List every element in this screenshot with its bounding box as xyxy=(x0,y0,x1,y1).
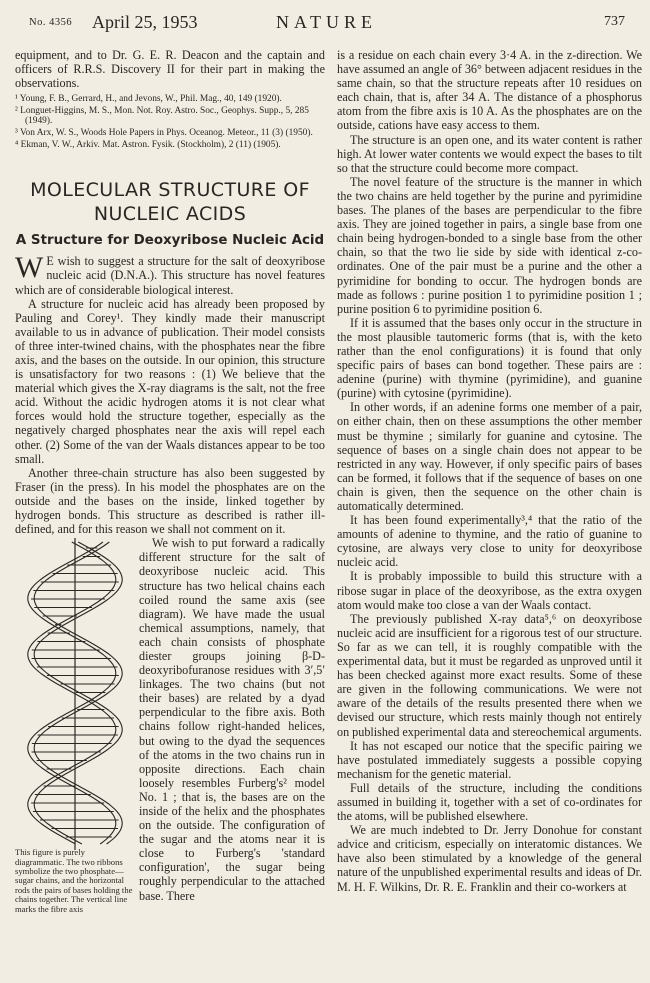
drop-cap: W xyxy=(15,251,44,285)
body-paragraph: In other words, if an adenine forms one member of a pair, on either chain, then on these assumptions the other member must be thymine ; similarly for guanine and cytosine. The sequence of bases on a single chain does not appear to be restricted in any way. However, if only specific pairs of bases can be formed, it follows that if the sequence of bases on one chain is given, then the sequence on the other chain is automatically determined. xyxy=(337,400,642,513)
body-paragraph: Full details of the structure, including the conditions assumed in building it, together with a set of co-ordinates for the atoms, will be published elsewhere. xyxy=(337,780,642,824)
article-subtitle: A Structure for Deoxyribose Nucleic Acid xyxy=(15,233,325,249)
intro-paragraph xyxy=(15,251,325,297)
phosphate-sugar-ribbon-2-edge-a xyxy=(28,542,116,844)
double-helix-diagram xyxy=(15,538,133,850)
body-paragraph: Another three-chain structure has also been suggested by Fraser (in the press). In his model the phosphates are on the outside and the bases on the inside, linked together by hydrogen bonds. This structure as described is rather ill-defined, and for this reason we shall not comment on it. xyxy=(15,465,325,537)
body-paragraph: The structure is an open one, and its water content is rather high. At lower water contents we would expect the bases to tilt so that the structure could become more compact. xyxy=(337,132,642,175)
right-column xyxy=(337,48,642,894)
phosphate-sugar-ribbon-2-edge-b xyxy=(34,542,122,844)
reference-item: ² Longuet-Higgins, M. S., Mon. Not. Roy. Astro. Soc., Geophys. Supp., 5, 285 (1949). xyxy=(15,105,309,127)
reference-item: ³ Von Arx, W. S., Woods Hole Papers in Phys. Oceanog. Meteor., 11 (3) (1950). xyxy=(15,128,313,139)
journal-name: NATURE xyxy=(276,12,377,32)
preceding-references xyxy=(15,94,325,150)
body-paragraph: The previously published X-ray data⁵,⁶ on deoxyribose nucleic acid are insufficient for a rigorous test of our structure. So far as we can tell, it is roughly compatible with the experimental data, but it must be regarded as unproved until it has been checked against more exact results. Some of these are given in the following communications. We were not aware of the details of the results presented there when we devised our structure, which rests mainly though not entirely on published experimental data and stereochemical arguments. xyxy=(337,611,642,739)
body-paragraph: A structure for nucleic acid has already been proposed by Pauling and Corey¹. They kindly made their manuscript available to us in advance of publication. Their model consists of three inter-twined chains, with the phosphates near the fibre axis, and the bases on the outside. In our opinion, this structure is unsatisfactory for two reasons : (1) We believe that the material which gives the X-ray diagrams is the salt, not the free acid. Without the acidic hydrogen atoms it is not clear what forces would hold the structure together, especially as the negatively charged phosphates near the axis will repel each other. (2) Some of the van der Waals distances appear to be too small. xyxy=(15,296,325,466)
reference-item: ¹ Young, F. B., Gerrard, H., and Jevons, W., Phil. Mag., 40, 149 (1920). xyxy=(15,94,282,105)
page-header xyxy=(0,12,650,38)
body-paragraph: is a residue on each chain every 3·4 A. in the z-direction. We have assumed an angle of 36° between adjacent residues in the same chain, so that the structure repeats after 10 residues on each chain, that is, after 34 A. The distance of a phosphorus atom from the fibre axis is 10 A. As the phosphates are on the outside, cations have easy access to them. xyxy=(337,48,642,133)
double-helix-figure xyxy=(15,538,133,920)
body-paragraph: If it is assumed that the bases only occur in the structure in the most plausible tautomeric forms (that is, with the keto rather than the enol configurations) it is found that only specific pairs of bases can bond together. These pairs are : adenine (purine) with thymine (pyrimidine), and guanine (purine) with cytosine (pyrimidine). xyxy=(337,315,642,401)
intro-text: E wish to suggest a structure for the salt of deoxyribose nucleic acid (D.N.A.). This structure has novel features which are of considerable biological interest. xyxy=(15,254,325,297)
preceding-article-ending: equipment, and to Dr. G. E. R. Deacon and the captain and officers of R.R.S. Discovery II for their part in making the observations. xyxy=(15,48,325,91)
body-paragraph: It has been found experimentally³,⁴ that the ratio of the amounts of adenine to thymine, and the ratio of guanine to cytosine, are always very close to unity for deoxyribose nucleic acid. xyxy=(337,513,642,570)
page-number: 737 xyxy=(604,14,625,29)
body-paragraph: We are much indebted to Dr. Jerry Donohue for constant advice and criticism, especially on interatomic distances. We have also been stimulated by a knowledge of the general nature of the unpublished experimental results and ideas of Dr. M. H. F. Wilkins, Dr. R. E. Franklin and their co-workers at xyxy=(337,823,642,894)
issue-number: No. 4356 xyxy=(29,17,73,28)
issue-date: April 25, 1953 xyxy=(92,12,198,32)
figure-caption: This figure is purely diagrammatic. The two ribbons symbolize the two phosphate—sugar chains, and the horizontal rods the pairs of bases holding the chains together. The vertical line marks the fibre axis xyxy=(15,847,133,914)
body-paragraph: The novel feature of the structure is the manner in which the two chains are held together by the purine and pyrimidine bases. The planes of the bases are perpendicular to the fibre axis. They are joined together in pairs, a single base from one chain being hydrogen-bonded to a single base from the other chain, so that the two lie side by side with identical z-co-ordinates. One of the pair must be a purine and the other a pyrimidine for bonding to occur. The hydrogen bonds are made as follows : purine position 1 to pyrimidine position 1 ; purine position 6 to pyrimidine position 6. xyxy=(337,174,642,316)
phosphate-sugar-ribbon-1-edge-a xyxy=(28,542,116,844)
article-title: MOLECULAR STRUCTURE OF NUCLEIC ACIDS xyxy=(30,179,310,226)
reference-item: ⁴ Ekman, V. W., Arkiv. Mat. Astron. Fysik. (Stockholm), 2 (11) (1905). xyxy=(15,139,281,150)
left-column xyxy=(15,48,325,920)
body-paragraph: It is probably impossible to build this structure with a ribose sugar in place of the deoxyribose, as the extra oxygen atom would make too close a van der Waals contact. xyxy=(337,569,642,612)
phosphate-sugar-ribbon-1-edge-b xyxy=(34,542,122,844)
body-paragraph: We wish to put forward a radically different structure for the salt of deoxyribose nucleic acid. This structure has two helical chains each coiled round the same axis (see diagram). We have made the usual chemical assumptions, namely, that each chain consists of phosphate diester groups joining β-D-deoxyribofuranose residues with 3′,5′ linkages. The two chains (but not their bases) are related by a dyad perpendicular to the fibre axis. Both chains follow right-handed helices, but owing to the dyad the sequences of the atoms in the two chains run in opposite directions. Each chain loosely resembles Furberg's² model No. 1 ; that is, the bases are on the inside of the helix and the phosphates on the outside. The configuration of the sugar and the atoms near it is close to Furberg's 'standard configuration', the sugar being roughly perpendicular to the attached base. There xyxy=(139,536,325,903)
body-paragraph: It has not escaped our notice that the specific pairing we have postulated immediately suggests a possible copying mechanism for the genetic material. xyxy=(337,738,642,781)
